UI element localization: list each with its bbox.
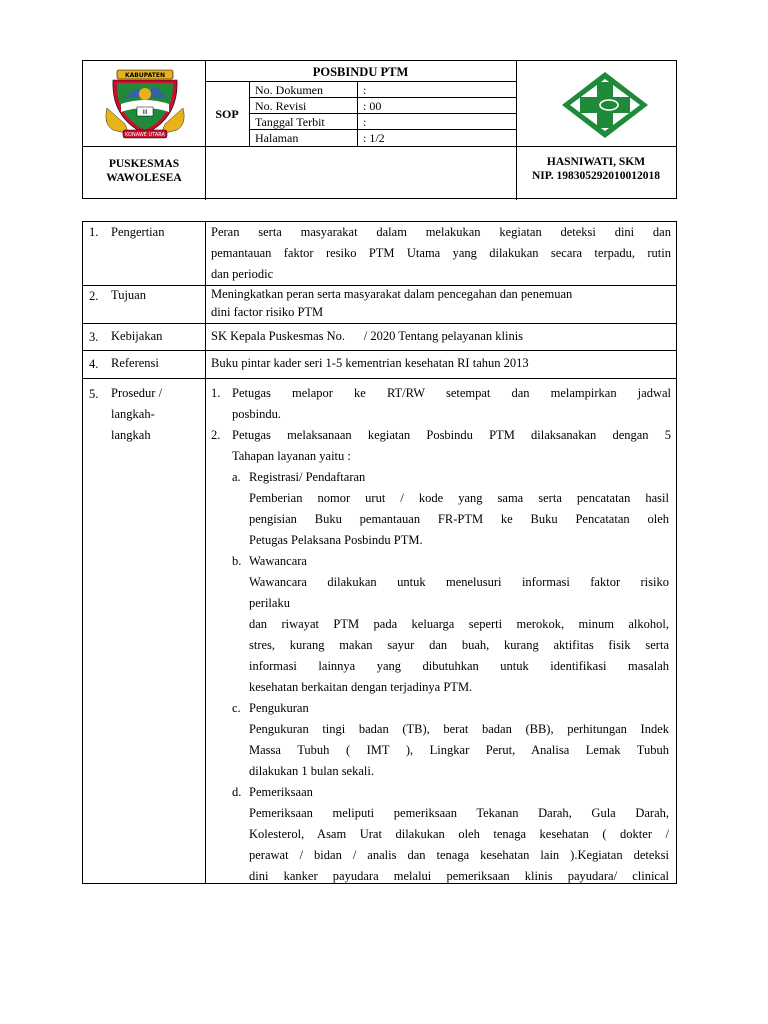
substep-text-line: kesehatan berkaitan dengan terjadinya PTM. — [249, 680, 473, 694]
substep-text-line: stres, kurang makan sayur dan buah, kurang aktifitas fisik serta — [249, 638, 669, 652]
substep-text-line: Petugas Pelaksana Posbindu PTM. — [249, 533, 423, 547]
puskesmas-logo — [560, 70, 650, 140]
field-label-tanggal-terbit: Tanggal Terbit — [255, 115, 325, 129]
substep-text-line: dan riwayat PTM pada keluarga seperti merokok, minum alkohol, — [249, 617, 669, 631]
row-text-line: Meningkatkan peran serta masyarakat dalam pencegahan dan penemuan — [211, 287, 573, 301]
org-name-line2: WAWOLESEA — [106, 172, 182, 184]
svg-text:III: III — [142, 109, 148, 116]
row-text-line: pemantauan faktor resiko PTM Utama yang dilakukan secara terpadu, rutin — [211, 246, 671, 260]
substep-text-line: Pengukuran tingi badan (TB), berat badan (BB), perhitungan Indek — [249, 722, 669, 736]
substep-text-line: Kolesterol, Asam Urat dilakukan oleh tenaga kesehatan ( dokter / — [249, 827, 669, 841]
substep-letter: a. — [232, 470, 241, 484]
row-label-kebijakan: Kebijakan — [111, 329, 163, 343]
row-text-line: SK Kepala Puskesmas No. / 2020 Tentang pelayanan klinis — [211, 329, 524, 343]
substep-text-line: Pemeriksaan meliputi pemeriksaan Tekanan Darah, Gula Darah, — [249, 806, 669, 820]
signer-name: HASNIWATI, SKM — [546, 156, 646, 168]
substep-title: Wawancara — [249, 554, 307, 568]
row-number: 2. — [89, 289, 99, 303]
field-label-no-revisi: No. Revisi — [255, 99, 307, 113]
signer-nip: NIP. 198305292010012018 — [532, 170, 660, 182]
field-label-halaman: Halaman — [255, 131, 299, 145]
field-value-tanggal-terbit: : — [363, 115, 367, 129]
row-label-pengertian: Pengertian — [111, 225, 165, 239]
document-title: POSBINDU PTM — [312, 65, 409, 79]
substep-text-line: informasi lainnya yang dibutuhkan untuk identifikasi masalah — [249, 659, 669, 673]
step-text-line: Petugas melapor ke RT/RW setempat dan melampirkan jadwal — [232, 386, 671, 400]
row-label-prosedur: langkah — [111, 428, 151, 442]
row-text-line: Peran serta masyarakat dalam melakukan kegiatan deteksi dini dan — [211, 225, 671, 239]
substep-text-line: perawat / bidan / analis dan tenaga kesehatan lain ).Kegiatan deteksi — [249, 848, 669, 862]
kabupaten-konawe-utara-logo — [103, 68, 187, 140]
sop-label: SOP — [215, 107, 239, 121]
substep-letter: c. — [232, 701, 241, 715]
field-label-no-dokumen: No. Dokumen — [255, 83, 323, 97]
row-number: 5. — [89, 387, 99, 401]
sop-content-table — [82, 221, 677, 884]
org-name-line1: PUSKESMAS — [108, 158, 180, 170]
field-value-no-dokumen: : — [363, 83, 367, 97]
row-label-tujuan: Tujuan — [111, 288, 146, 302]
field-value-halaman: : 1/2 — [363, 131, 385, 145]
row-label-referensi: Referensi — [111, 356, 159, 370]
row-label-prosedur: Prosedur / — [111, 386, 163, 400]
row-number: 3. — [89, 330, 99, 344]
svg-text:KONAWE UTARA: KONAWE UTARA — [125, 132, 165, 138]
substep-text-line: perilaku — [249, 596, 290, 610]
substep-text-line: dilakukan 1 bulan sekali. — [249, 764, 374, 778]
field-value-no-revisi: : 00 — [363, 99, 382, 113]
substep-letter: b. — [232, 554, 242, 568]
step-number: 1. — [211, 386, 221, 400]
substep-text-line: pengisian Buku pemantauan FR-PTM ke Buku Pencatatan oleh — [249, 512, 669, 526]
step-text-line: posbindu. — [232, 407, 281, 421]
row-text-line: dini factor risiko PTM — [211, 305, 324, 319]
substep-text-line: Massa Tubuh ( IMT ), Lingkar Perut, Analisa Lemak Tubuh — [249, 743, 669, 757]
substep-text-line: Wawancara dilakukan untuk menelusuri informasi faktor risiko — [249, 575, 669, 589]
substep-title: Registrasi/ Pendaftaran — [249, 470, 366, 484]
row-number: 1. — [89, 225, 99, 239]
step-text-line: Petugas melaksanaan kegiatan Posbindu PTM dilaksanakan dengan 5 — [232, 428, 671, 442]
svg-text:KABUPATEN: KABUPATEN — [125, 72, 165, 79]
substep-text-line: dini kanker payudara melalui pemeriksaan klinis payudara/ clinical — [249, 869, 669, 883]
step-text-line: Tahapan layanan yaitu : — [232, 449, 351, 463]
substep-letter: d. — [232, 785, 242, 799]
substep-text-line: Pemberian nomor urut / kode yang sama serta pencatatan hasil — [249, 491, 669, 505]
substep-title: Pengukuran — [249, 701, 309, 715]
row-text-line: Buku pintar kader seri 1-5 kementrian kesehatan RI tahun 2013 — [211, 356, 529, 370]
row-text-line: dan periodic — [211, 267, 274, 281]
substep-title: Pemeriksaan — [249, 785, 313, 799]
row-label-prosedur: langkah- — [111, 407, 155, 421]
sop-header-table — [82, 60, 677, 199]
step-number: 2. — [211, 428, 221, 442]
row-number: 4. — [89, 357, 99, 371]
